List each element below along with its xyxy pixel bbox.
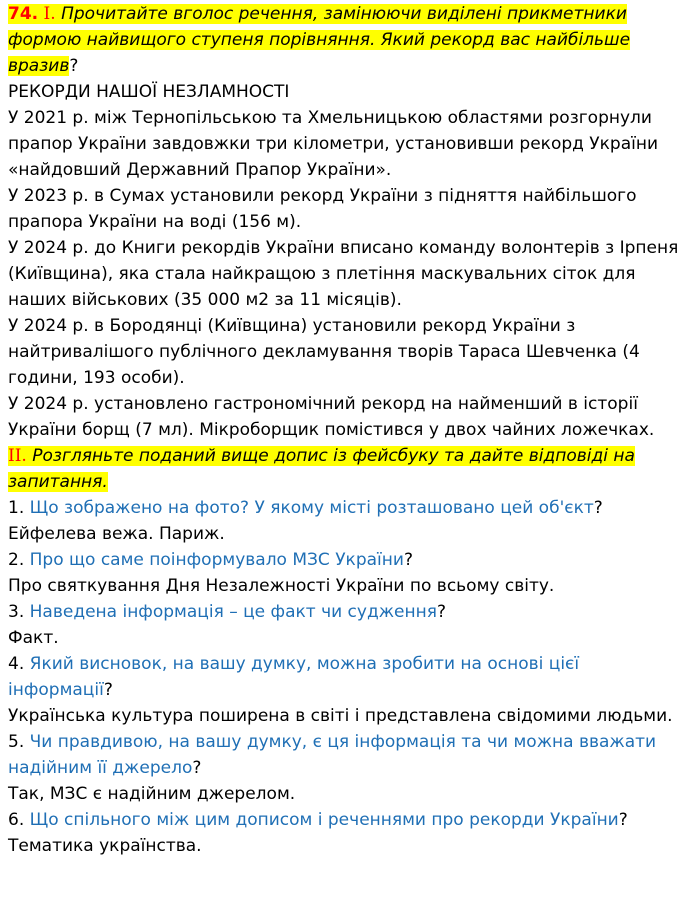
- answer-5: Так, МЗС є надійним джерелом.: [8, 784, 296, 804]
- question-5: [8, 729, 687, 781]
- text-title: РЕКОРДИ НАШОЇ НЕЗЛАМНОСТІ: [8, 82, 290, 102]
- answer-2: Про святкування Дня Незалежності України по всьому світу.: [8, 576, 555, 596]
- record-paragraph: У 2024 р. установлено гастрономічний рекорд на найменший в історії України борщ (7 мл). Мікроборщик помістився у двох чайних ложечках.: [8, 394, 655, 440]
- question-3: [8, 599, 687, 625]
- task2-text: Розгляньте поданий вище допис із фейсбуку та дайте відповіді на запитання.: [8, 446, 635, 492]
- answer-4: Українська культура поширена в світі і представлена свідомими людьми.: [8, 706, 673, 726]
- question-number: 3.: [8, 602, 25, 622]
- task1-text: Прочитайте вголос речення, замінюючи виділені прикметники формою найвищого ступеня порівняння. Який рекорд вас найбільше вразив: [8, 4, 631, 76]
- task1-roman: I.: [43, 4, 56, 24]
- task2-roman: II.: [8, 446, 27, 466]
- question-2: [8, 547, 687, 573]
- question-text: Що зображено на фото? У якому місті розташовано цей об'єкт: [29, 498, 594, 518]
- question-mark: ?: [103, 680, 113, 700]
- task2-instruction: [8, 443, 687, 495]
- question-mark: ?: [192, 758, 202, 778]
- record-paragraph: У 2021 р. між Тернопільською та Хмельницькою областями розгорнули прапор України завдовжки три кілометри, установивши рекорд України «найдовший Державний Прапор України».: [8, 108, 659, 180]
- question-mark: ?: [618, 810, 628, 830]
- question-text: Про що саме поінформувало МЗС України: [29, 550, 404, 570]
- question-mark: ?: [403, 550, 413, 570]
- question-number: 5.: [8, 732, 25, 752]
- question-number: 2.: [8, 550, 25, 570]
- task1-instruction: [8, 1, 687, 79]
- question-number: 6.: [8, 810, 25, 830]
- question-mark: ?: [593, 498, 603, 518]
- question-text: Що спільного між цим дописом і реченнями про рекорди України: [29, 810, 619, 830]
- exercise-number: 74.: [8, 4, 39, 24]
- task1-qmark: ?: [69, 56, 79, 76]
- record-paragraph: У 2024 р. до Книги рекордів України вписано команду волонтерів з Ірпеня (Київщина), яка стала найкращою з плетіння маскувальних сіток для наших військових (35 000 м2 за 11 місяців).: [8, 238, 679, 310]
- answer-6: Тематика українства.: [8, 836, 202, 856]
- question-1: [8, 495, 687, 521]
- question-number: 4.: [8, 654, 25, 674]
- question-6: [8, 807, 687, 833]
- question-text: Чи правдивою, на вашу думку, є ця інформація та чи можна вважати надійним її джерело: [8, 732, 657, 778]
- answer-3: Факт.: [8, 628, 59, 648]
- answer-1: Ейфелева вежа. Париж.: [8, 524, 225, 544]
- question-text: Який висновок, на вашу думку, можна зробити на основі цієї інформації: [8, 654, 580, 700]
- question-mark: ?: [436, 602, 446, 622]
- question-text: Наведена інформація – це факт чи судження: [29, 602, 437, 622]
- record-paragraph: У 2024 р. в Бородянці (Київщина) установили рекорд України з найтривалішого публічного декламування творів Тараса Шевченка (4 години, 193 особи).: [8, 316, 640, 388]
- record-paragraph: У 2023 р. в Сумах установили рекорд України з підняття найбільшого прапора України на воді (156 м).: [8, 186, 637, 232]
- question-number: 1.: [8, 498, 25, 518]
- question-4: [8, 651, 687, 703]
